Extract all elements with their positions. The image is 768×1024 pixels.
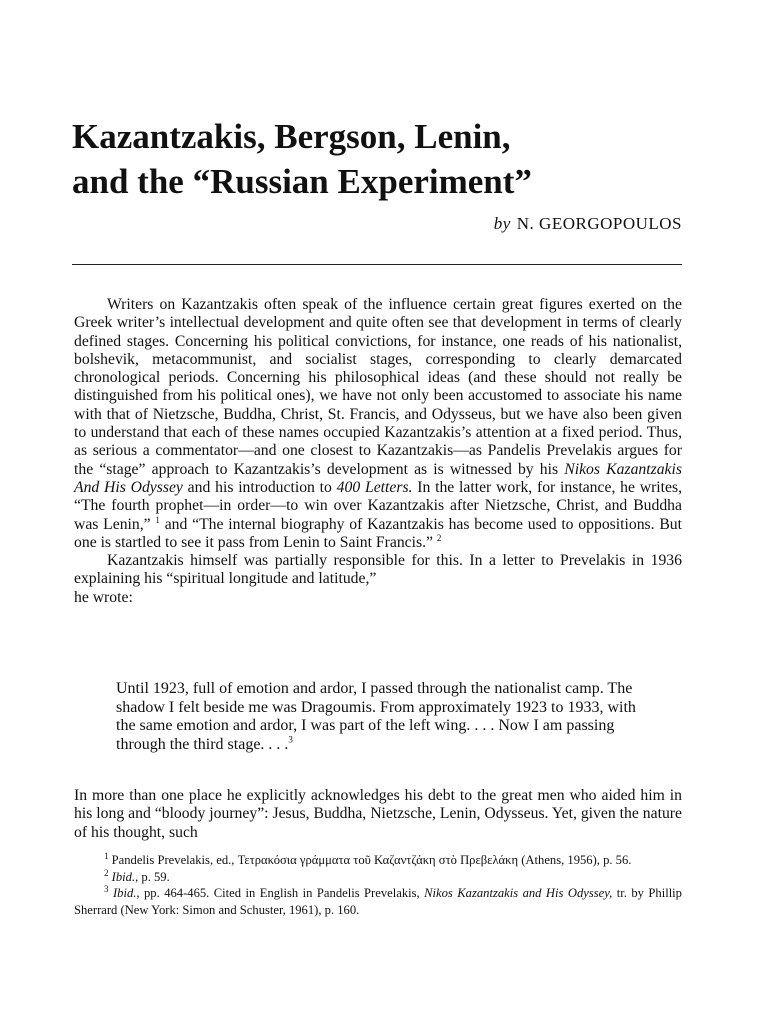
footnote-ref-3[interactable]: 3 [288,734,293,745]
p1-book-title: Nikos Kazantzakis And His Odyssey [74,460,682,496]
footnote-3-number: 3 [104,883,109,894]
paragraph-3: In more than one place he explicitly acknowledges his debt to the great men who aided him in his long and “bloody journey”: Jesus, Buddha, Nietzsche, Lenin, Odysseus. Yet, given the nature of his thought, such [74,787,682,841]
p1-text-d: and “The internal biography of Kazantzakis has become used to oppositions. But one is startled to see it pass from Lenin to Saint Francis.” [74,515,683,551]
footnote-2 [74,869,682,886]
footnote-1 [74,852,682,869]
author-name: N. GEORGOPOULOS [516,214,682,233]
body-text [74,296,682,607]
footnote-3-text-b: tr. by Phillip Sherrard (New York: Simon and Schuster, 1961), p. 160. [74,886,682,917]
footnote-3-ibid: Ibid., [112,886,140,900]
paragraph-1 [74,296,682,552]
footnote-ref-2[interactable]: 2 [436,532,442,543]
paragraph-2-continuation: he wrote: [74,588,133,606]
footnote-3 [74,885,682,918]
byline-by: by [493,214,511,233]
footnote-1-number: 1 [104,850,109,861]
p1-text-b: and his introduction to [182,478,337,496]
byline [494,214,682,234]
footnote-3-text-a: pp. 464-465. Cited in English in Pandelis Prevelakis, [139,886,425,900]
article-title [72,114,712,204]
footnote-2-number: 2 [104,867,109,878]
footnote-1-text: Pandelis Prevelakis, ed., Τετρακόσια γράμματα τοῦ Καζαντζάκη στὸ Πρεβελάκη (Athens, 1956), p. 56. [111,853,632,867]
footnotes [74,852,682,918]
p1-text-a: Writers on Kazantzakis often speak of the influence certain great figures exerted on the Greek writer’s intellectual development and quite often see that development in terms of clearly defined stages. Concerning his political convictions, for instance, one reads of his nationalist, bolshevik, metacommunist, and socialist stages, corresponding to clearly demarcated chronological periods. Concerning his philosophical ideas (and these should not really be distinguished from his political ones), we have not only been accustomed to associate his name with that of Nietzsche, Buddha, Christ, St. Francis, and Odysseus, but we have also been given to understand that each of these names occupied Kazantzakis’s attention at a fixed period. Thus, as serious a commentator—and one closest to Kazantzakis—as Pandelis Prevelakis argues for the “stage” approach to Kazantzakis’s development as is witnessed by his [74,296,682,478]
quote-text: Until 1923, full of emotion and ardor, I passed through the nationalist camp. The shadow I felt beside me was Dragoumis. From approximately 1923 to 1933, with the same emotion and ardor, I was part of the left wing. . . . Now I am passing through the third stage. . . . [116,680,636,753]
paragraph-2: Kazantzakis himself was partially responsible for this. In a letter to Prevelakis in 1936 explaining his “spiritual longitude and latitude,” [74,552,682,588]
footnote-2-text: p. 59. [138,869,170,884]
title-line-2: and the “Russian Experiment” [72,162,532,201]
block-quote [116,680,642,754]
p1-letters-title: 400 Letters. [336,478,413,496]
title-line-1: Kazantzakis, Bergson, Lenin, [72,117,511,156]
p1-text-c: In the latter work, for instance, he writes, “The fourth prophet—in order—to win over Kazantzakis after Nietzsche, Christ, and Buddha was Lenin,” [74,478,683,533]
footnote-2-ibid: Ibid., [111,869,139,884]
footnote-3-book-title: Nikos Kazantzakis and His Odyssey, [424,886,613,900]
footnote-ref-1[interactable]: 1 [155,514,160,525]
title-divider [72,264,682,265]
